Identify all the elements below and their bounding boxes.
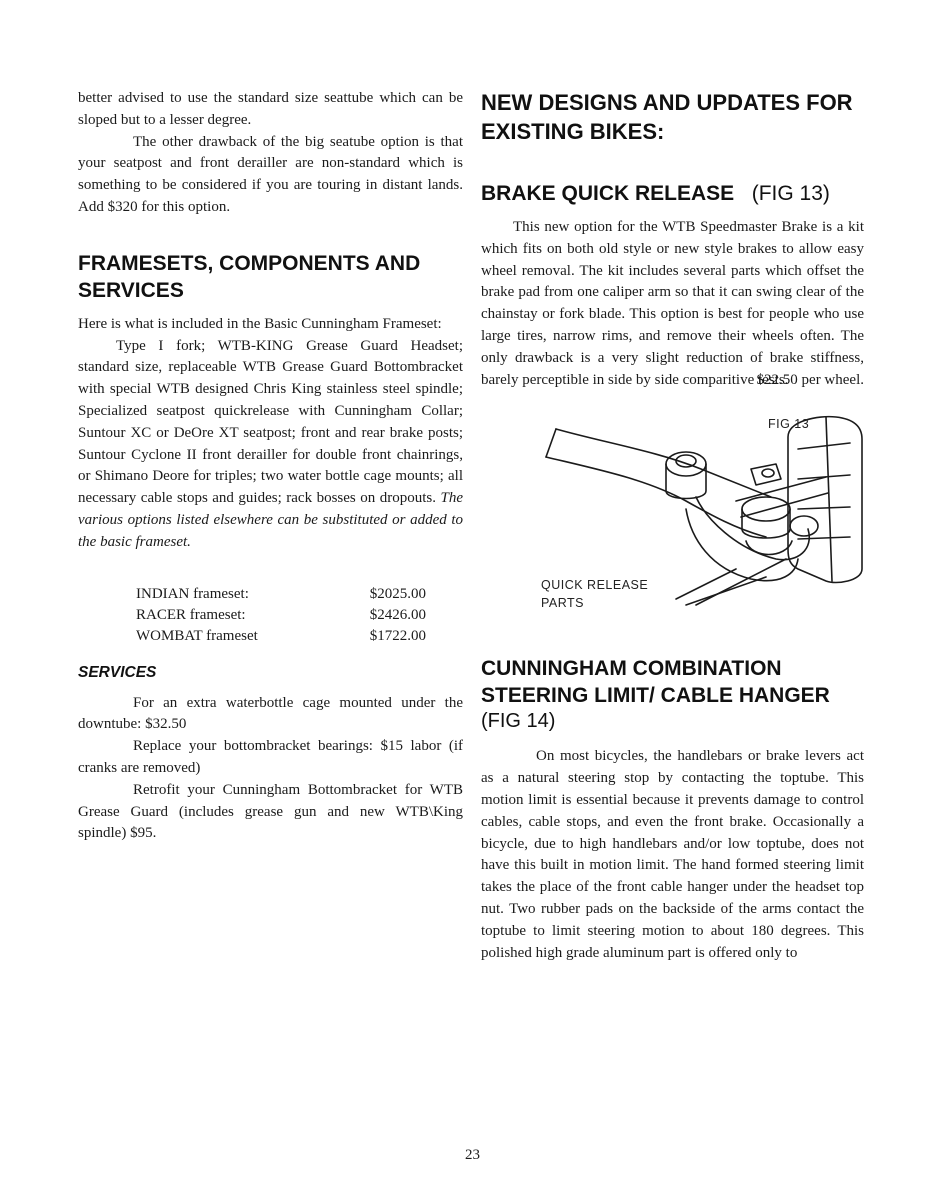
services-retrofit-includes: (includes grease gun and new WTB\King spindle) $95.	[78, 803, 463, 842]
price-value: $2025.00	[369, 585, 426, 602]
brake-paragraph: This new option for the WTB Speedmaster Brake is a kit which fits on both old style or new style brakes to allow easy wheel removal. The kit includes several parts which offset the brake pad from one caliper arm so that it can swing clear of the chainstay or fork blade. This option is best for people who use large tires, narrow rims, and remove their wheels often. The only drawback is a very slight reduction of brake stiffness, barely perceptible in side by side comparitive tests.	[481, 219, 864, 388]
price-name: INDIAN frameset:	[136, 585, 249, 602]
intro-paragraph-2: The other drawback of the big seatube option is that your seatpost and front derailler are non-standard which is something to be considered if you are touring in distant lands. Add $320 for this option.	[78, 133, 463, 215]
framesets-heading: FRAMESETS, COMPONENTS AND SERVICES	[78, 251, 421, 302]
right-column	[481, 88, 864, 964]
fig13-parts-label-line2: PARTS	[541, 596, 585, 611]
price-row	[136, 605, 463, 626]
services-retrofit-text: Retrofit your Cunningham Bottombracket for WTB Grease Guard	[78, 781, 463, 820]
combo-fig-ref: (FIG 14)	[481, 710, 556, 733]
price-value: $2426.00	[369, 606, 426, 623]
main-heading: NEW DESIGNS AND UPDATES FOR EXISTING BIKES:	[481, 90, 853, 144]
page-number: 23	[465, 1147, 480, 1163]
services-paragraph-2: Replace your bottombracket bearings: $15 labor (if cranks are removed)	[78, 738, 463, 776]
combo-heading: CUNNINGHAM COMBINATION STEERING LIMIT/ CABLE HANGER	[481, 657, 830, 708]
services-heading: SERVICES	[78, 663, 157, 681]
brake-heading-text: BRAKE QUICK RELEASE	[481, 182, 735, 205]
services-paragraph-1: For an extra waterbottle cage mounted under the downtube: $32.50	[78, 694, 463, 733]
price-name: WOMBAT frameset	[136, 627, 258, 644]
framesets-paragraph-2	[78, 336, 463, 554]
services-paragraph-3	[78, 780, 463, 845]
price-name: RACER frameset:	[136, 606, 246, 623]
left-column	[78, 88, 463, 845]
fig13-parts-label-line1: QUICK RELEASE	[541, 578, 649, 593]
fig13-label: FIG 13	[768, 417, 810, 432]
brake-price: $22.50 per wheel.	[756, 371, 864, 388]
price-table	[136, 584, 463, 647]
brake-fig-ref: (FIG 13)	[751, 182, 830, 205]
brake-heading	[481, 180, 864, 207]
intro-paragraph-1: better advised to use the standard size seattube which can be sloped but to a lesser degree.	[78, 90, 463, 128]
framesets-components-text: Type I fork; WTB-KING Grease Guard Headset; standard size, replaceable WTB Grease Guard Bottombracket with special WTB designed Chris King stainless steel spindle; Specialized seatpost quickrelease with Cunningham Collar; Suntour XC or DeOre XT seatpost; front and rear brake posts; Suntour Cyclone II front derailler for double front chainrings, or Shimano Deore for triples; two water bottle cage mounts; all necessary cable stops and guides; rack bosses on dropouts.	[78, 337, 463, 507]
combo-paragraph: On most bicycles, the handlebars or brake levers act as a natural steering stop by contacting the toptube. This motion limit is essential because it prevents damage to control cables, cable stops, and even the front brake. Occasionally a bicycle, due to high handlebars and/or low toptube, does not have this built in motion limit. The hand formed steering limit takes the place of the front cable hanger under the headset top nut. Two rubber pads on the backside of the arms contact the toptube to limit steering motion to about 180 degrees. This polished high grade aluminum part is offered only to	[481, 748, 864, 961]
price-row	[136, 584, 463, 605]
fig13-illustration	[536, 409, 866, 619]
framesets-paragraph-1: Here is what is included in the Basic Cunningham Frameset:	[78, 315, 442, 332]
price-value: $1722.00	[369, 627, 426, 644]
price-row	[136, 626, 463, 647]
framesets-note: The various options listed elsewhere can be substituted or added to the basic frameset.	[78, 490, 463, 550]
